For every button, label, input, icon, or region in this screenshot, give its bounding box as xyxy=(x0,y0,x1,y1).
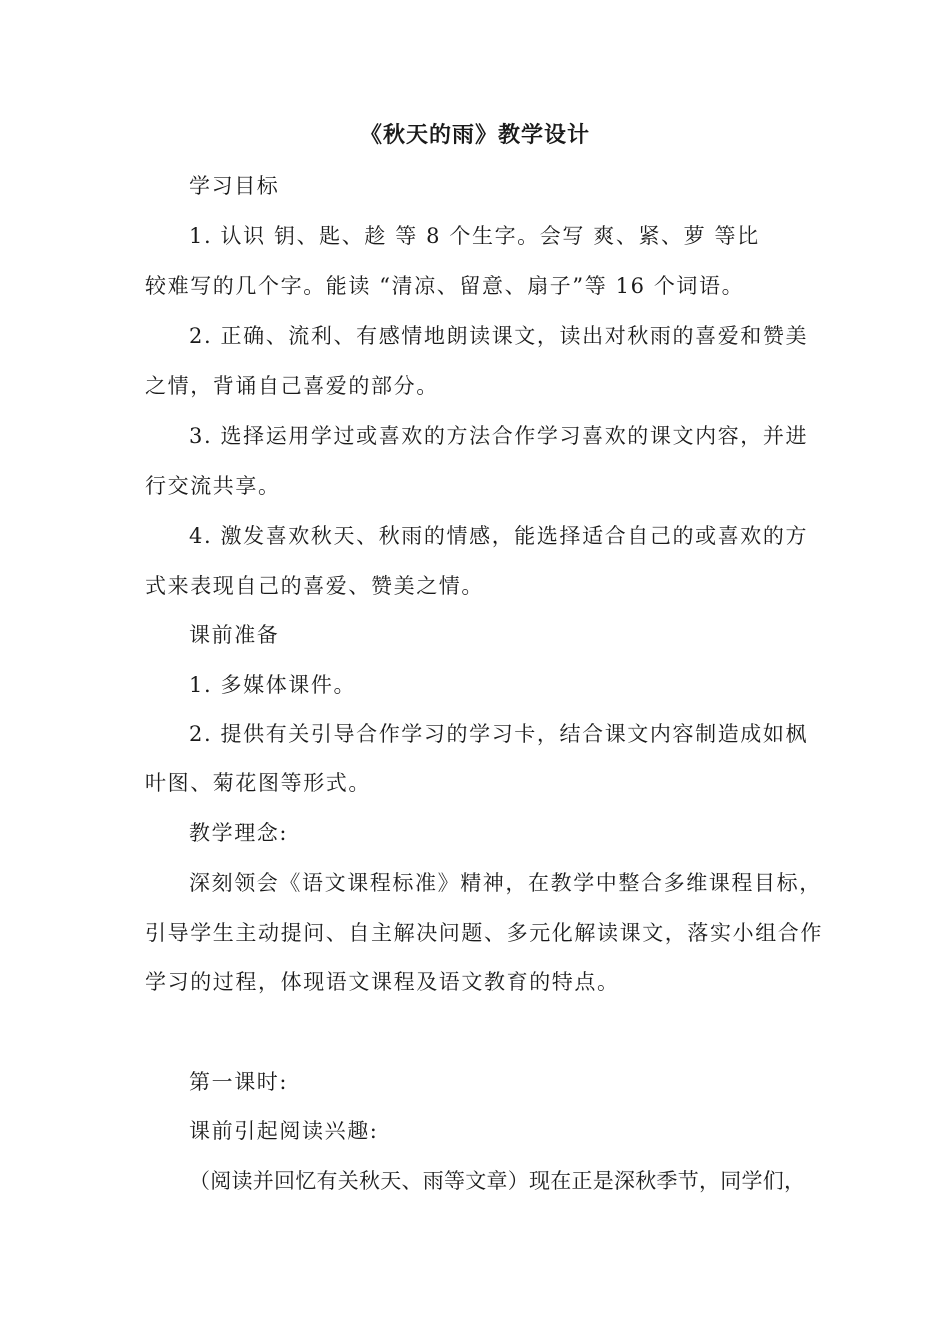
document-title: 《秋天的雨》教学设计 xyxy=(359,123,590,148)
heading-reading-interest: 课前引起阅读兴趣: xyxy=(189,1119,379,1143)
goal-1-line-2: 较难写的几个字。能读 “清凉、留意、扇子”等 16 个词语。 xyxy=(145,274,745,298)
philosophy-line-1: 深刻领会《语文课程标准》精神，在教学中整合多维课程目标， xyxy=(189,871,822,895)
goal-3-line-1: 3. 选择运用学过或喜欢的方法合作学习喜欢的课文内容，并进 xyxy=(189,424,809,448)
goal-4-line-1: 4. 激发喜欢秋天、秋雨的情感，能选择适合自己的或喜欢的方 xyxy=(189,524,809,548)
reading-interest-line-1: （阅读并回忆有关秋天、雨等文章）现在正是深秋季节，同学们， xyxy=(189,1169,805,1193)
goal-1-line-1: 1. 认识 钥、匙、趁 等 8 个生字。会写 爽、紧、萝 等比 xyxy=(189,224,760,248)
goal-4-line-2: 式来表现自己的喜爱、赞美之情。 xyxy=(145,574,484,598)
heading-learning-goals: 学习目标 xyxy=(189,174,280,198)
heading-teaching-philosophy: 教学理念: xyxy=(189,821,289,845)
philosophy-line-2: 引导学生主动提问、自主解决问题、多元化解读课文，落实小组合作 xyxy=(145,921,823,945)
goal-2-line-1: 2. 正确、流利、有感情地朗读课文，读出对秋雨的喜爱和赞美 xyxy=(189,324,809,348)
heading-first-lesson: 第一课时: xyxy=(189,1070,289,1094)
heading-preparation: 课前准备 xyxy=(189,623,280,647)
prep-2-line-1: 2. 提供有关引导合作学习的学习卡，结合课文内容制造成如枫 xyxy=(189,722,809,746)
goal-2-line-2: 之情，背诵自己喜爱的部分。 xyxy=(145,374,439,398)
prep-2-line-2: 叶图、菊花图等形式。 xyxy=(145,771,371,795)
goal-3-line-2: 行交流共享。 xyxy=(145,474,281,498)
prep-1: 1. 多媒体课件。 xyxy=(189,673,357,697)
philosophy-line-3: 学习的过程，体现语文课程及语文教育的特点。 xyxy=(145,970,620,994)
